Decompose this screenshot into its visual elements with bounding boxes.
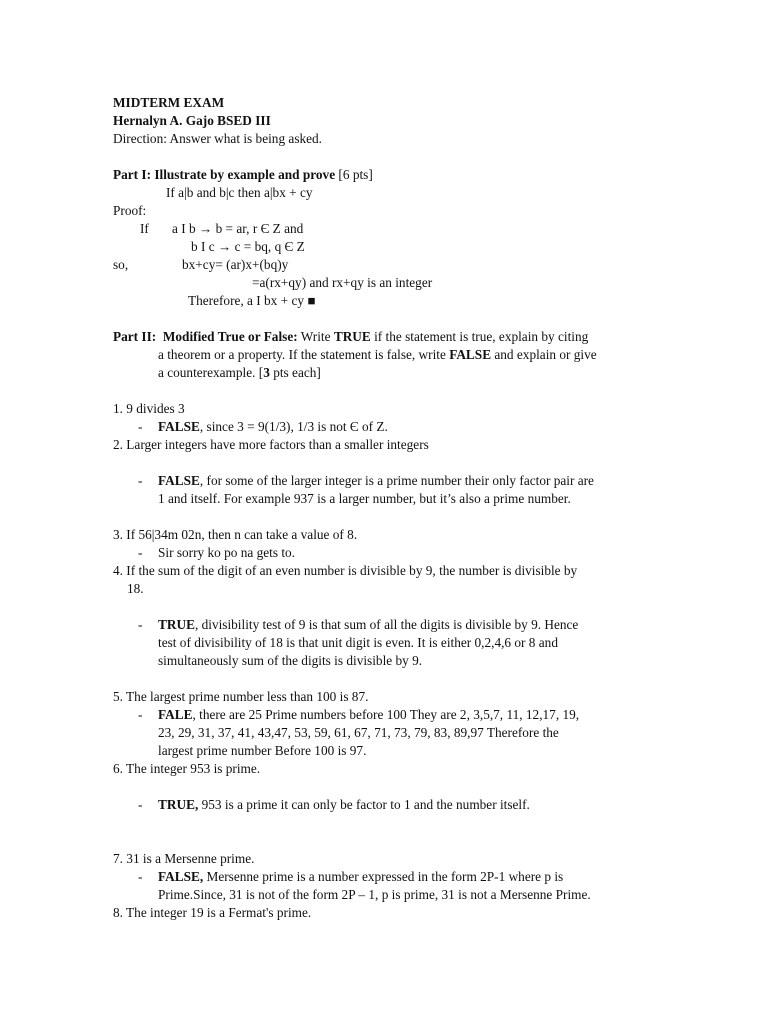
question-5: 5. The largest prime number less than 100 is 87. [113,689,369,704]
answer-4-line-3: simultaneously sum of the digits is divisible by 9. [158,653,423,668]
answer-7-line-1 [158,868,563,886]
answer-4-label: TRUE [158,617,195,632]
part2-intro-2b: and explain or give [491,347,597,362]
part2-intro-2a: a theorem or a property. If the statement is false, write [158,347,450,362]
bullet-dash: - [138,419,143,434]
bullet-dash: - [138,617,143,632]
direction-line: Direction: Answer what is being asked. [113,131,323,146]
answer-5-label: FALE [158,707,193,722]
answer-6 [158,796,530,814]
part2-intro-a: Write [297,329,334,344]
proof-label: Proof: [113,203,147,218]
proof-if: If [140,221,149,236]
question-7: 7. 31 is a Mersenne prime. [113,851,255,866]
bullet-dash: - [138,707,143,722]
answer-7-label: FALSE, [158,869,204,884]
question-4-line-2: 18. [127,581,144,596]
answer-3: Sir sorry ko po na gets to. [158,545,296,560]
answer-5-line-3: largest prime number Before 100 is 97. [158,743,367,758]
points-number: 3 [263,365,270,380]
exam-title: MIDTERM EXAM [113,95,225,110]
answer-5-line-2: 23, 29, 31, 37, 41, 43,47, 53, 59, 61, 67, 71, 73, 79, 83, 89,97 Therefore the [158,725,559,740]
bullet-dash: - [138,869,143,884]
part2-intro-3a: a counterexample. [ [158,365,264,380]
part1-heading [113,166,373,184]
answer-6-text: 953 is a prime it can only be factor to 1 and the number itself. [198,797,530,812]
question-2: 2. Larger integers have more factors than a smaller integers [113,437,429,452]
answer-7-line-2: Prime.Since, 31 is not of the form 2P – 1, p is prime, 31 is not a Mersenne Prime. [158,887,591,902]
answer-4-text-1: , divisibility test of 9 is that sum of all the digits is divisible by 9. Hence [194,617,579,632]
proof-so: so, [113,257,129,272]
part1-statement: If a|b and b|c then a|bx + cy [166,185,313,200]
part2-intro-line-3 [158,364,321,382]
answer-2-line-1 [158,472,594,490]
proof-line-3: bx+cy= (ar)x+(bq)y [182,257,289,272]
question-3: 3. If 56|34m 02n, then n can take a value of 8. [113,527,358,542]
answer-2-label: FALSE [158,473,200,488]
part2-intro-line-1 [113,328,588,346]
answer-5-line-1 [158,706,579,724]
false-keyword: FALSE [449,347,492,362]
answer-5-text-1: , there are 25 Prime numbers before 100 They are 2, 3,5,7, 11, 12,17, 19, [192,707,580,722]
author-line: Hernalyn A. Gajo BSED III [113,113,271,128]
question-4-line-1: 4. If the sum of the digit of an even number is divisible by 9, the number is divisible by [113,563,578,578]
bullet-dash: - [138,797,143,812]
bullet-dash: - [138,473,143,488]
part2-intro-line-2 [158,346,597,364]
answer-2-text-1: , for some of the larger integer is a prime number their only factor pair are [199,473,594,488]
answer-4-line-2: test of divisibility of 18 is that unit digit is even. It is either 0,2,4,6 or 8 and [158,635,558,650]
answer-6-label: TRUE, [158,797,199,812]
bullet-dash: - [138,545,143,560]
part2-intro-b: if the statement is true, explain by citing [370,329,589,344]
answer-1-label: FALSE [158,419,200,434]
answer-4-line-1 [158,616,578,634]
true-keyword: TRUE [333,329,371,344]
answer-1 [158,418,388,436]
answer-7-text-1: Mersenne prime is a number expressed in the form 2P-1 where p is [203,869,564,884]
question-6: 6. The integer 953 is prime. [113,761,261,776]
question-1: 1. 9 divides 3 [113,401,185,416]
proof-line-5: Therefore, a I bx + cy ■ [188,293,316,308]
part1-heading-text: Part I: Illustrate by example and prove [113,167,336,182]
question-8: 8. The integer 19 is a Fermat's prime. [113,905,312,920]
proof-line-2: b I c → c = bq, q Є Z [191,239,305,254]
answer-2-line-2: 1 and itself. For example 937 is a larger number, but it’s also a prime number. [158,491,571,506]
part2-heading: Part II: [113,329,157,344]
part2-subheading: Modified True or False: [162,329,298,344]
part2-intro-3b: pts each] [269,365,321,380]
proof-line-1: a I b → b = ar, r Є Z and [172,221,304,236]
part1-points: [6 pts] [335,167,373,182]
proof-line-4: =a(rx+qy) and rx+qy is an integer [252,275,433,290]
answer-1-text: , since 3 = 9(1/3), 1/3 is not Є of Z. [199,419,388,434]
